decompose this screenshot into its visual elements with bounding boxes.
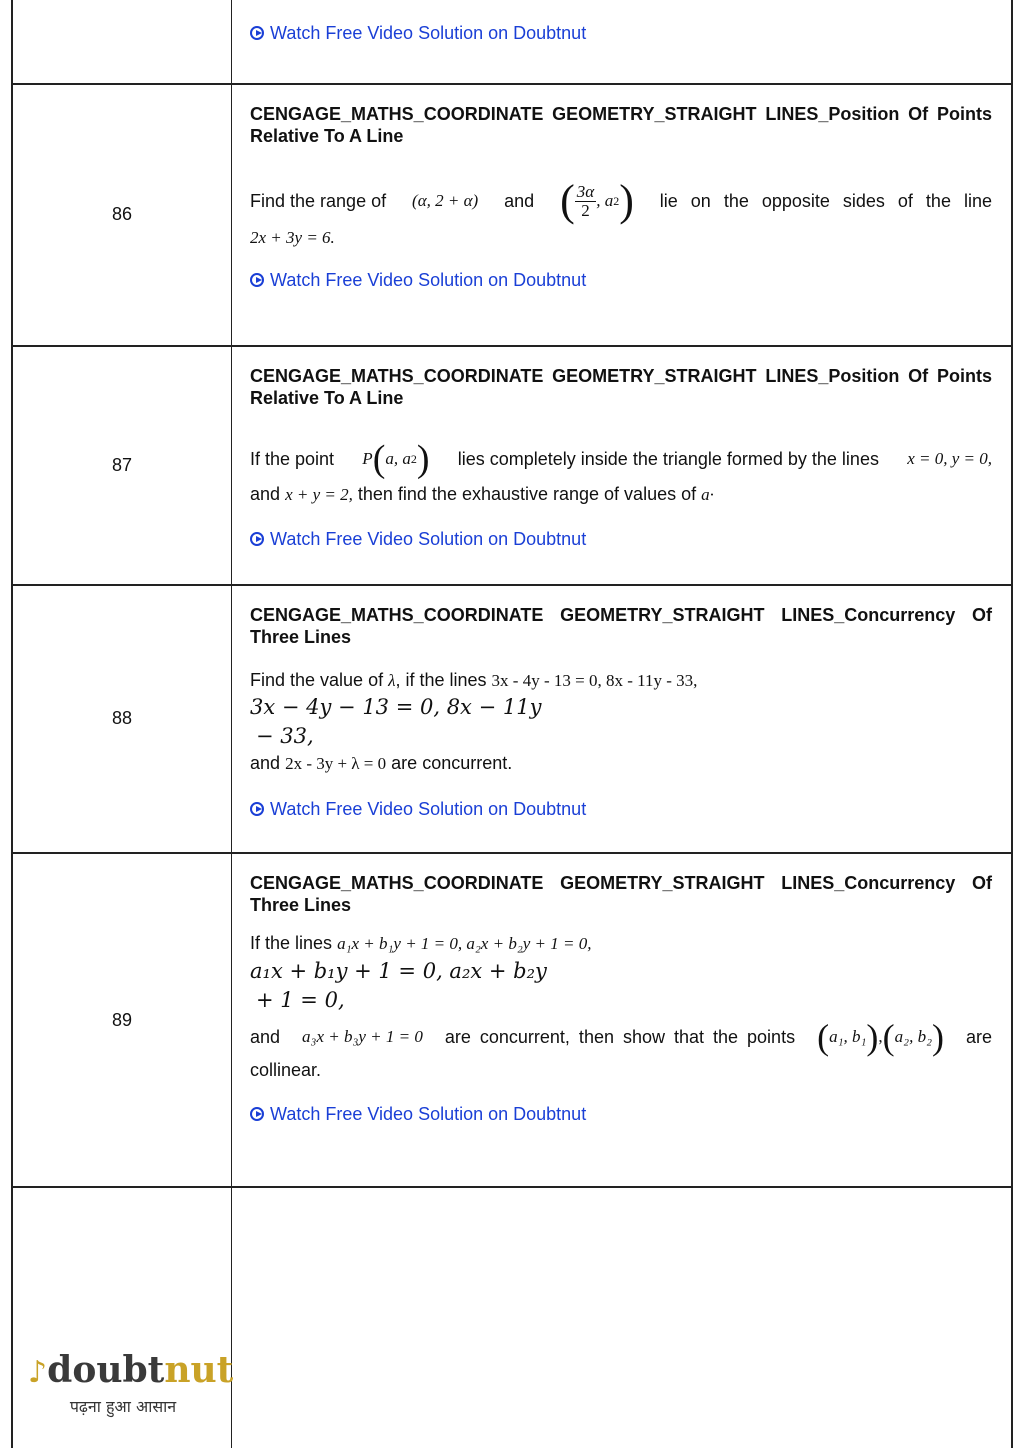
row-divider	[11, 852, 1013, 854]
question-text	[250, 439, 992, 479]
play-circle-icon	[250, 273, 264, 287]
question-text-part: are concurrent.	[391, 753, 513, 773]
question-text	[250, 930, 992, 957]
question-number: 86	[111, 204, 133, 224]
question-text-part: are concurrent, then show that the points	[444, 1027, 796, 1047]
question-text-part: Find the value of	[250, 670, 384, 690]
math-expression: 3x - 4y - 13 = 0, 8x - 11y - 33,	[491, 671, 698, 690]
math-expression-large: 3x − 4y − 13 = 0, 8x − 11y	[250, 695, 542, 719]
math-expression: ( a₁, b₁ ) , ( a₂, b₂ )	[817, 1017, 944, 1057]
doubtnut-logo	[28, 1349, 234, 1417]
fraction-numerator: 3α	[576, 181, 595, 201]
question-text-part: lies completely inside the triangle formed by the lines	[457, 449, 879, 469]
question-text-part: and	[250, 753, 281, 773]
question-text-part: collinear.	[250, 1060, 322, 1080]
watch-video-link[interactable]	[250, 526, 992, 552]
watch-video-link-label: Watch Free Video Solution on Doubtnut	[270, 270, 587, 290]
row-divider	[11, 83, 1013, 85]
watch-video-link[interactable]	[250, 20, 992, 46]
music-note-icon: ♪	[28, 1355, 48, 1390]
logo-brand-part: doubt	[47, 1349, 165, 1391]
math-expression: P ( a, a 2 )	[362, 438, 430, 480]
logo-tagline: पढ़ना हुआ आसान	[69, 1397, 177, 1416]
watch-video-link[interactable]	[250, 267, 992, 293]
question-number: 88	[111, 708, 133, 728]
play-circle-icon	[250, 26, 264, 40]
question-text-part: lie on the opposite sides of the line	[659, 191, 992, 211]
question-text-part: If the point	[250, 449, 335, 469]
math-term: P	[362, 449, 373, 468]
question-cell	[250, 365, 992, 552]
question-text-part: and	[504, 191, 535, 211]
math-expression: a₃x + b₃y + 1 = 0	[302, 1027, 423, 1046]
question-text-part: Find the range of	[250, 191, 387, 211]
math-term: a₂, b₂	[894, 1027, 932, 1046]
question-text-part: and	[250, 484, 281, 504]
math-exponent: 2	[410, 452, 417, 466]
math-expression: x + y = 2,	[285, 485, 353, 504]
math-expression: (α, 2 + α)	[412, 191, 479, 210]
watch-video-link[interactable]	[250, 796, 992, 822]
math-expression-large: − 33,	[256, 724, 314, 748]
question-text-part: are	[965, 1027, 992, 1047]
math-expression: ( $\frac{3\alpha}{2}$ , a 2 )	[560, 176, 634, 225]
math-exponent: 2	[613, 194, 620, 208]
question-cell	[250, 103, 992, 293]
math-term: a·	[701, 485, 714, 504]
math-expression: 2x + 3y = 6.	[250, 228, 335, 247]
math-expression: a₁x + b₁y + 1 = 0, a₂x + b₂y + 1 = 0,	[337, 934, 592, 953]
question-text	[250, 668, 992, 693]
play-circle-icon	[250, 532, 264, 546]
math-term: a, a	[385, 449, 411, 468]
question-text-part: then find the exhaustive range of values of	[357, 484, 697, 504]
question-text-part: If the lines	[250, 933, 333, 953]
question-text	[250, 751, 992, 776]
row-divider	[11, 584, 1013, 586]
row-divider	[11, 345, 1013, 347]
math-term: , a	[596, 191, 614, 210]
question-number: 89	[111, 1010, 133, 1030]
question-text	[250, 481, 992, 508]
question-cell	[250, 604, 992, 822]
play-circle-icon	[250, 1107, 264, 1121]
question-number: 87	[111, 455, 133, 475]
math-term: a₁, b₁	[829, 1027, 867, 1046]
math-term: λ	[388, 671, 396, 690]
math-expression-large: a₁x + b₁y + 1 = 0, a₂x + b₂y	[250, 959, 547, 983]
watch-video-link-label: Watch Free Video Solution on Doubtnut	[270, 23, 587, 43]
question-text-part: and	[250, 1027, 281, 1047]
logo-brand-accent: nut	[164, 1349, 234, 1391]
column-divider	[231, 0, 232, 1448]
question-heading: CENGAGE_MATHS_COORDINATE GEOMETRY_STRAIGHT LINES_Concurrency Of Three Lines	[250, 605, 992, 647]
fraction-denominator: 2	[581, 200, 590, 220]
question-text	[250, 176, 992, 225]
question-text-part: , if the lines	[395, 670, 487, 690]
watch-video-link-label: Watch Free Video Solution on Doubtnut	[270, 529, 587, 549]
watch-video-link-label: Watch Free Video Solution on Doubtnut	[270, 1104, 587, 1124]
play-circle-icon	[250, 802, 264, 816]
top-row-content	[250, 20, 992, 46]
question-cell	[250, 872, 992, 1127]
question-heading: CENGAGE_MATHS_COORDINATE GEOMETRY_STRAIGHT LINES_Position Of Points Relative To A Line	[250, 366, 992, 408]
question-heading: CENGAGE_MATHS_COORDINATE GEOMETRY_STRAIGHT LINES_Concurrency Of Three Lines	[250, 873, 992, 915]
math-expression: 2x - 3y + λ = 0	[285, 754, 387, 773]
watch-video-link-label: Watch Free Video Solution on Doubtnut	[270, 799, 587, 819]
question-text	[250, 1017, 992, 1057]
question-heading: CENGAGE_MATHS_COORDINATE GEOMETRY_STRAIGHT LINES_Position Of Points Relative To A Line	[250, 104, 992, 146]
watch-video-link[interactable]	[250, 1101, 992, 1127]
math-expression: x = 0, y = 0,	[907, 449, 992, 468]
row-divider	[11, 1186, 1013, 1188]
logo-wordmark	[28, 1349, 234, 1393]
math-expression-large: + 1 = 0,	[256, 988, 345, 1012]
